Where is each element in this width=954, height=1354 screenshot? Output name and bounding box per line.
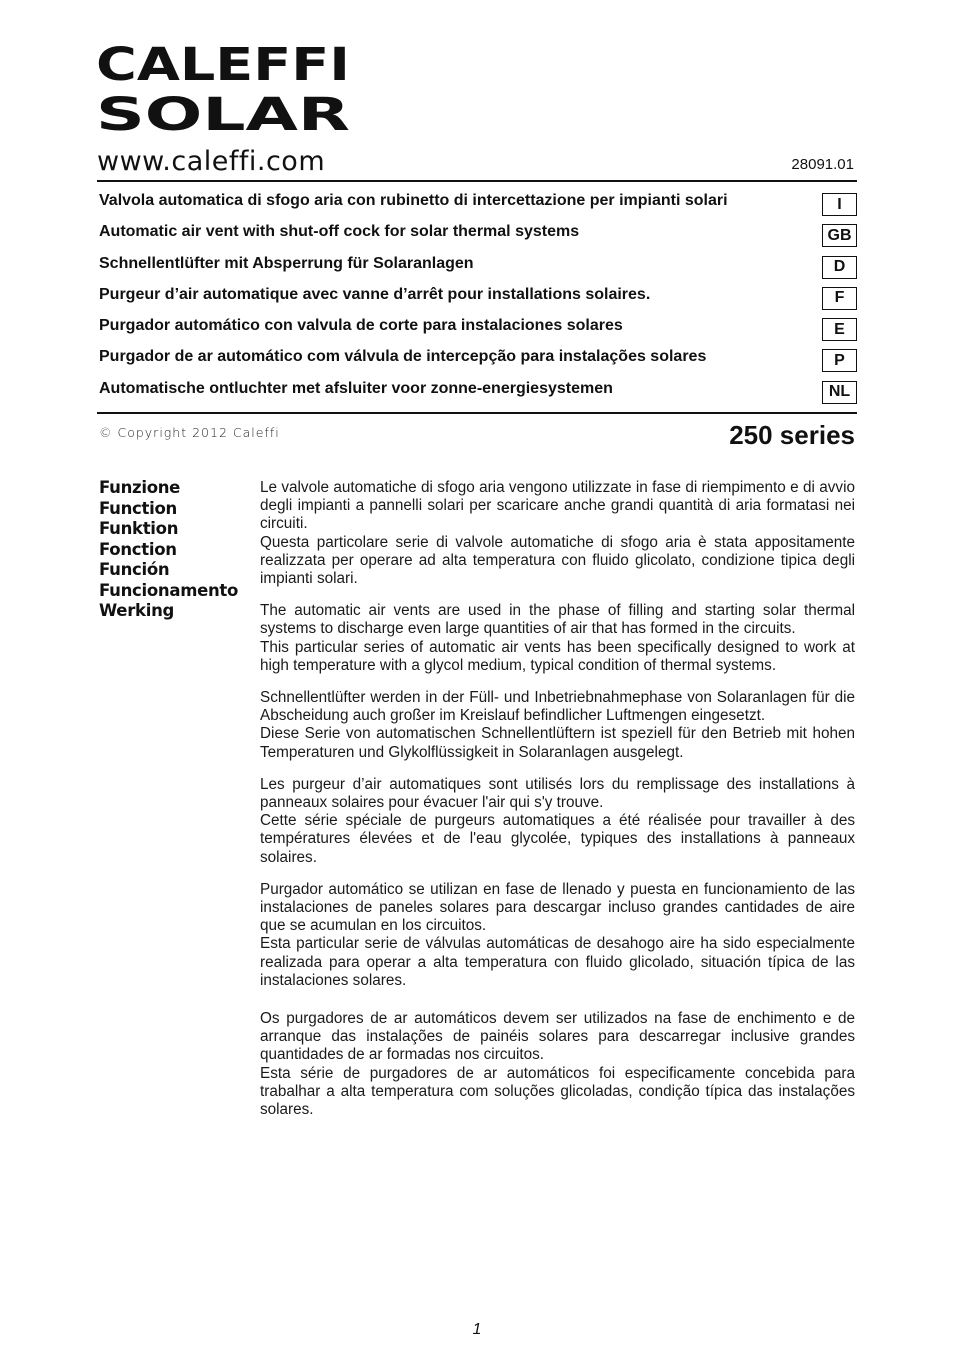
title-text: Automatische ontluchter met afsluiter voor zonne-energiesystemen xyxy=(99,379,613,397)
series-title: 250 series xyxy=(729,420,855,450)
logo-graphic xyxy=(96,38,352,132)
paragraph: Le valvole automatiche di sfogo aria vengono utilizzate in fase di riempimento e di avvio degli impianti a pannelli solari per scaricare anche grandi quantità di aria formatasi nei circuiti. xyxy=(260,479,855,533)
paragraph: Os purgadores de ar automáticos devem ser utilizados na fase de enchimento e de arranque das instalações de painéis solares para descarregar inclusive grandes quantidades de ar formadas nos circuitos. xyxy=(260,1010,855,1064)
language-code-box: E xyxy=(822,318,857,341)
title-text: Purgador automático con valvula de corte para instalaciones solares xyxy=(99,317,623,335)
title-row xyxy=(97,217,857,248)
language-block xyxy=(260,602,855,675)
language-block xyxy=(260,689,855,762)
language-block xyxy=(260,1010,855,1119)
title-row xyxy=(97,374,857,405)
language-code-box: I xyxy=(822,193,857,216)
language-code-box: P xyxy=(822,349,857,372)
language-block xyxy=(260,479,855,588)
top-divider xyxy=(97,180,857,182)
title-row xyxy=(97,311,857,342)
section-label: Werking xyxy=(99,601,175,620)
language-block xyxy=(260,881,855,990)
document-number: 28091.01 xyxy=(791,156,854,173)
title-list xyxy=(97,186,857,405)
paragraph: Purgador automático se utilizan en fase de llenado y puesta en funcionamiento de las instalaciones de paneles solares para descargar incluso grandes cantidades de aire que se acumulan en los circuitos. xyxy=(260,880,855,935)
paragraph: The automatic air vents are used in the phase of filling and starting solar thermal systems to discharge even large quantities of air that has formed in the circuits. xyxy=(260,602,855,638)
page-number: 1 xyxy=(472,1321,482,1338)
section-label: Función xyxy=(99,560,170,579)
title-text: Valvola automatica di sfogo aria con rubinetto di intercettazione per impianti solari xyxy=(99,192,728,209)
section-label: Funktion xyxy=(99,519,179,538)
language-code-box: F xyxy=(822,287,857,310)
section-label: Funzione xyxy=(99,478,181,497)
section-label: Function xyxy=(99,498,177,518)
language-code-box: D xyxy=(822,256,857,279)
logo-line2: SOLAR xyxy=(96,88,350,132)
title-row xyxy=(97,342,857,373)
paragraph: Esta série de purgadores de ar automáticos foi especificamente concebida para trabalhar a alta temperatura com soluções glicoladas, condição típica das instalações solares. xyxy=(260,1064,855,1119)
title-text: Automatic air vent with shut-off cock for solar thermal systems xyxy=(99,223,580,241)
copyright: © Copyright 2012 Caleffi xyxy=(99,425,280,440)
section-label: Funcionamento xyxy=(99,580,239,600)
section-labels xyxy=(99,478,259,622)
paragraph: Esta particular serie de válvulas automáticas de desahogo aire ha sido especialmente realizada para operar a alta temperatura con fluido glicolado, situación típica de las instalaciones solares. xyxy=(260,935,855,989)
title-row xyxy=(97,186,857,217)
paragraph: Les purgeur d’air automatiques sont utilisés lors du remplissage des installations à panneaux solaires pour évacuer l'air qui s'y trouve. xyxy=(260,775,855,812)
paragraph: Diese Serie von automatischen Schnellentlüftern ist speziell für den Betrieb mit hohen Temperaturen und Glykolflüssigkeit in Solaranlagen ausgelegt. xyxy=(260,725,855,761)
caleffi-solar-logo xyxy=(96,38,352,132)
paragraph: This particular series of automatic air vents has been specifically designed to work at high temperature with a glycol medium, typical condition of thermal systems. xyxy=(260,638,855,674)
paragraph: Cette série spéciale de purgeurs automatiques a été réalisée pour travailler à des températures élevées et de l'eau glycolée, typiques des installations à panneaux solaires. xyxy=(260,812,855,866)
language-code-box: GB xyxy=(822,224,857,247)
website-url[interactable]: www.caleffi.com xyxy=(97,146,326,177)
section-label: Fonction xyxy=(99,539,177,559)
language-block xyxy=(260,776,855,867)
title-row xyxy=(97,249,857,280)
paragraph: Questa particolare serie di valvole automatiche di sfogo aria è stata appositamente realizzata per operare ad alta temperatura con fluido glicolato, condizione tipica degli impianti solari. xyxy=(260,533,855,588)
language-code-box: NL xyxy=(822,381,857,404)
title-text: Schnellentlüfter mit Absperrung für Solaranlagen xyxy=(99,254,474,272)
description-body xyxy=(260,479,855,1133)
title-text: Purgador de ar automático com válvula de intercepção para instalações solares xyxy=(99,348,707,366)
bottom-divider xyxy=(97,412,857,414)
title-row xyxy=(97,280,857,311)
paragraph: Schnellentlüfter werden in der Füll- und Inbetriebnahmephase von Solaranlagen für die Abscheidung auch großer im Kreislauf befindlicher Luftmengen eingesetzt. xyxy=(260,689,855,725)
title-text: Purgeur d’air automatique avec vanne d’arrêt pour installations solaires. xyxy=(99,285,651,303)
logo-line1: CALEFFI xyxy=(96,38,350,91)
